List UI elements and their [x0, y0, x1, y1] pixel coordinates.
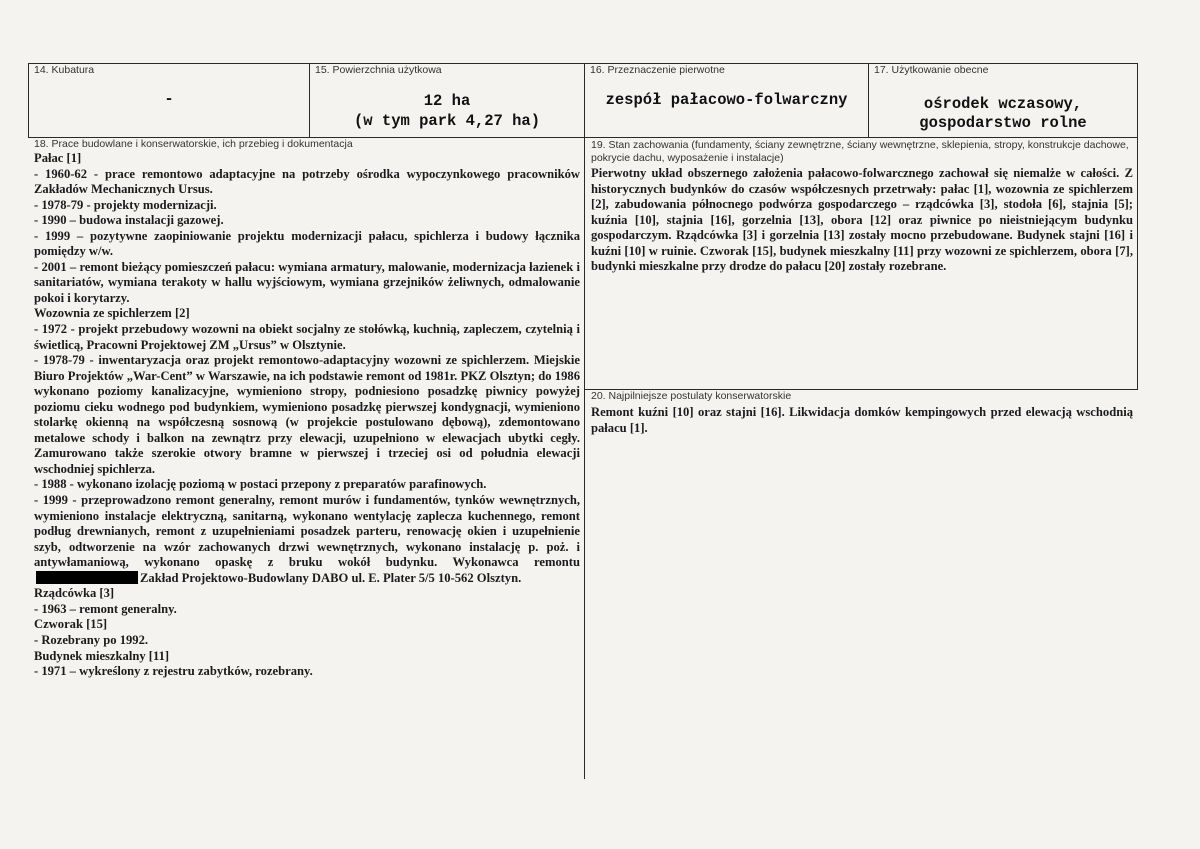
entry-residential-1971: - 1971 – wykreślony z rejestru zabytków, rozebrany. — [34, 664, 313, 679]
conservation-postulates-text: Remont kuźni [10] oraz stajni [16]. Likwidacja domków kempingowych przed elewacją wschodnią pałacu [1]. — [591, 405, 1133, 435]
entry-palace-2001: - 2001 – remont bieżący pomieszczeń pałacu: wymiana armatury, malowanie, modernizacja łazienek i sanitariatów, wymiana terakoty w hallu wyjściowym, wymiana grzejników żeliwnych, odmalowanie pokoi i korytarzy. — [34, 259, 580, 305]
heading-palace: Pałac [1] — [34, 151, 82, 165]
section-20-content — [591, 405, 1133, 436]
entry-coach-1999 — [34, 493, 580, 586]
section-18-content — [34, 151, 580, 680]
entry-palace-1960: - 1960-62 - prace remontowo adaptacyjne na potrzeby ośrodka wypoczynkowego pracowników Zakładów Mechanicznych Ursus. — [34, 166, 580, 197]
entry-coach-1988: - 1988 - wykonano izolację poziomą w postaci przepony z preparatów parafinowych. — [34, 477, 487, 492]
field-17-value-line1: ośrodek wczasowy, — [923, 95, 1083, 113]
field-17-value-line2: gospodarstwo rolne — [919, 114, 1087, 132]
entry-coach-1999-text: - 1999 - przeprowadzono remont generalny, remont murów i fundamentów, tynków wewnętrznych, wymieniono instalacje elektryczną, sanitarną, wykonano wentylację zaplecza kuchennego, remont podług drewnianych, remont z uzupełnieniami posadzek parteru, renowację okien i uzupełnienie szyb, odtworzenie na wzór zachowanych drzwi wewnętrznych, wykonano instalację p. poż. i antywłamaniową, wykonano opaskę z bruku wokół budynku. Wykonawca remontu — [34, 493, 580, 570]
field-17-label: 17. Użytkowanie obecne — [874, 64, 989, 76]
heading-coach-house: Wozownia ze spichlerzem [2] — [34, 306, 190, 321]
field-16-value: zespół pałacowo-folwarczny — [605, 91, 848, 109]
field-14-label: 14. Kubatura — [34, 64, 95, 76]
redaction-bar — [36, 571, 138, 584]
entry-palace-1990: - 1990 – budowa instalacji gazowej. — [34, 213, 224, 228]
field-14-value: - — [164, 90, 174, 108]
heading-steward-house: Rządcówka [3] — [34, 586, 115, 601]
field-16-label: 16. Przeznaczenie pierwotne — [590, 64, 725, 76]
field-15-value-line1: 12 ha — [423, 92, 471, 110]
section-19-content — [591, 166, 1133, 275]
col-divider-2 — [584, 63, 585, 779]
field-15-value-line2: (w tym park 4,27 ha) — [353, 112, 541, 130]
entry-palace-1978: - 1978-79 - projekty modernizacji. — [34, 197, 217, 212]
entry-steward-1963: - 1963 – remont generalny. — [34, 601, 177, 616]
condition-text: Pierwotny układ obszernego założenia pałacowo-folwarcznego zachował się niemalże w całości. Z historycznych budynków do czasów współczesnych przetrwały: pałac [1], wozownia ze spichlerzem [2], zabudowania północnego podwórza gospodarczego – rządcówka [3], stodoła [6], stajnia [5]; kuźnia [10], stajnia [16], gorzelnia [13], obora [12] oraz piwnice po nieistniejącym budynku gospodarczym. Rządcówka [3] i gorzelnia [13] zostały mocno przebudowane. Budynek stajni [16] i kuźni [10] w ruinie. Czworak [15], budynek mieszkalny [11] przy wozowni ze spichlerzem, obora [7], budynki mieszkalne przy drodze do pałacu [20] zostały rozebrane. — [591, 166, 1133, 274]
section-19-label: 19. Stan zachowania (fundamenty, ściany zewnętrzne, ściany wewnętrzne, sklepienia, stropy, konstrukcje dachowe, pokrycie dachu, wyposażenie i instalacje) — [591, 139, 1129, 164]
field-15-label: 15. Powierzchnia użytkowa — [315, 64, 442, 76]
heading-residential-building: Budynek mieszkalny [11] — [34, 648, 170, 663]
entry-coach-1978: - 1978-79 - inwentaryzacja oraz projekt remontowo-adaptacyjny wozowni ze spichlerzem. Miejskie Biuro Projektów „War-Cent” w Warszawie, na ich podstawie remont od 1981r. PKZ Olsztyn; do 1986 wykonano poziomy kanalizacyjne, wymieniono stropy, podniesiono posadzkę piwnicy powyżej poziomu cieku wodnego pod budynkiem, wymieniono posadzkę pierwszej kondygnacji, wymieniono stolarkę okienną na współczesną sosnową (w projekcie postulowano dębową), zdemontowano metalowe schody i balkon na zewnątrz przy elewacji, uzupełniono w elewacjach ubytki cegły. Zamurowano także szerokie otwory bramne w pierwszej i trzeciej osi od południa elewacji wschodniej spichlerza. — [34, 353, 580, 476]
entry-palace-1999: - 1999 – pozytywne zaopiniowanie projektu modernizacji pałacu, spichlerza i budowy łącznika pomiędzy w/w. — [34, 228, 580, 259]
entry-czworak-1992: - Rozebrany po 1992. — [34, 632, 149, 647]
right-border — [1137, 63, 1138, 390]
section-20-label: 20. Najpilniejsze postulaty konserwatorskie — [591, 390, 792, 402]
entry-coach-1972: - 1972 - projekt przebudowy wozowni na obiekt socjalny ze stołówką, kuchnią, zapleczem, czytelnią i świetlicą, Pracowni Projektowej ZM „Ursus” w Olsztynie. — [34, 322, 580, 352]
heading-czworak: Czworak [15] — [34, 617, 108, 632]
contractor-text: Zakład Projektowo-Budowlany DABO ul. E. Plater 5/5 10-562 Olsztyn. — [140, 570, 522, 585]
section-18-label: 18. Prace budowlane i konserwatorskie, ich przebieg i dokumentacja — [34, 138, 353, 150]
